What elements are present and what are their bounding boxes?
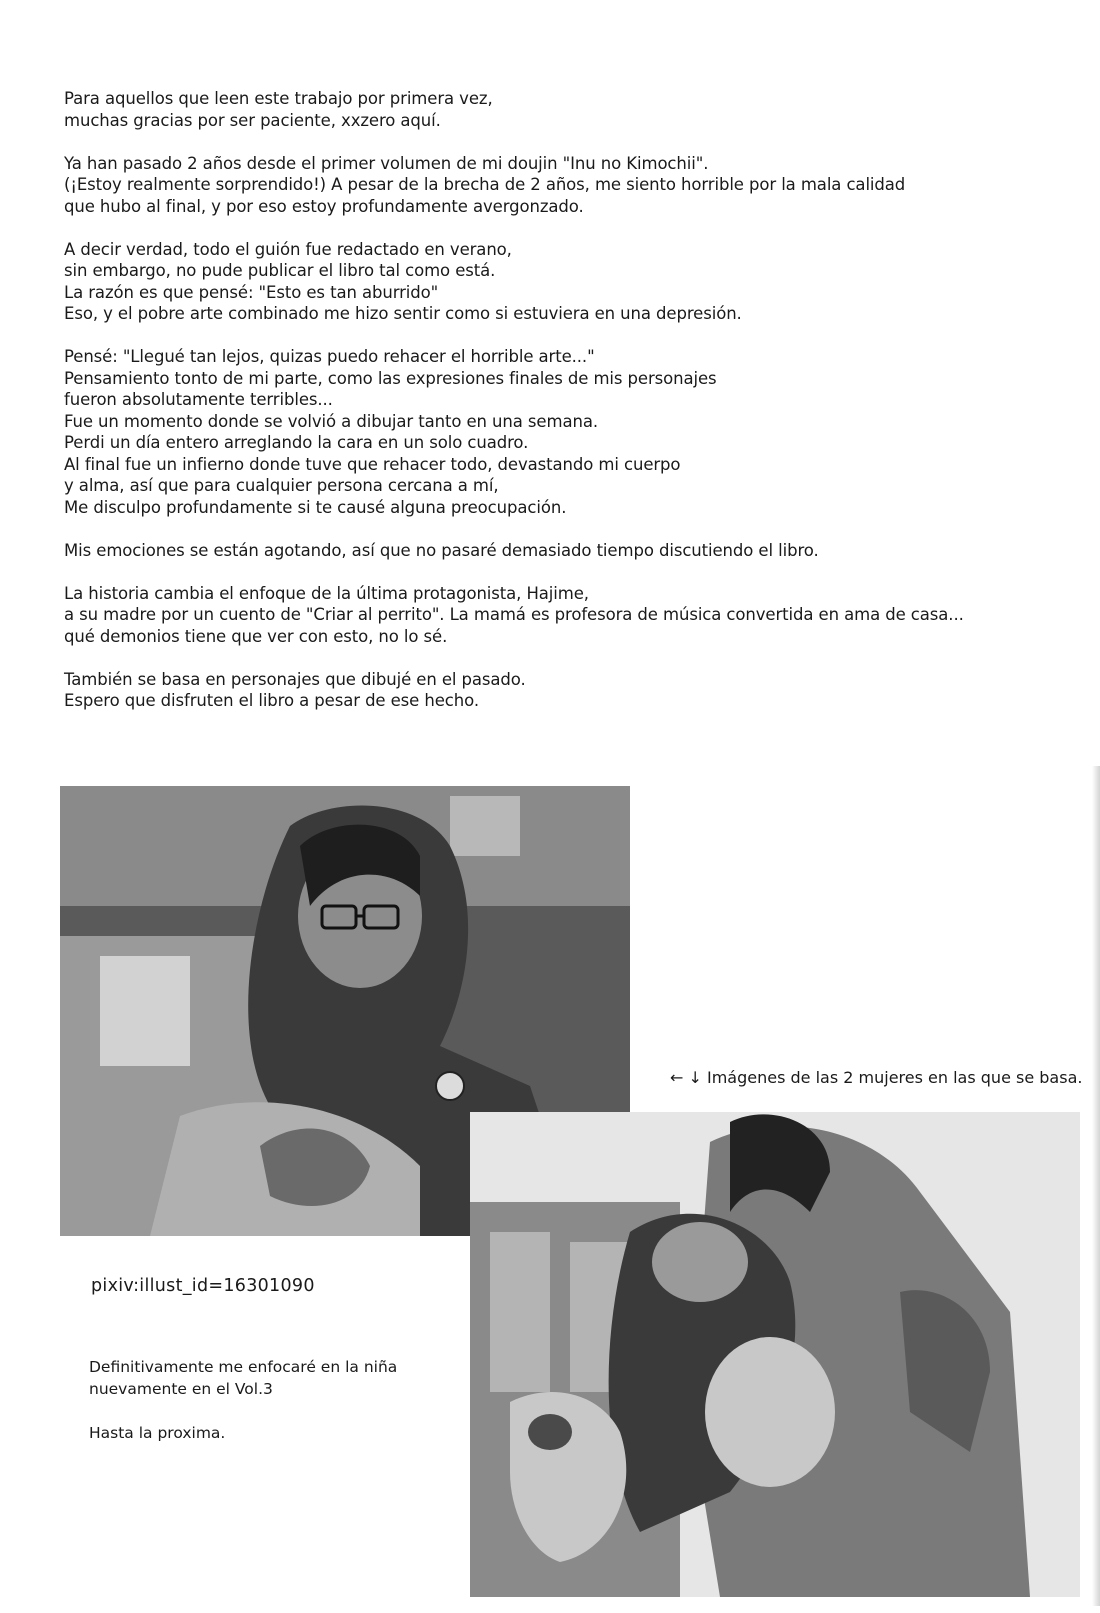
intro-line: Para aquellos que leen este trabajo por primera vez,: [64, 89, 493, 108]
closing-line: Hasta la proxima.: [89, 1424, 226, 1442]
illustrations-caption: ← ↓ Imágenes de las 2 mujeres en las que se basa.: [670, 1068, 1083, 1087]
intro-line: qué demonios tiene que ver con esto, no lo sé.: [64, 626, 448, 646]
intro-line: Mis emociones se están agotando, así que no pasaré demasiado tiempo discutiendo el libro.: [64, 540, 819, 560]
intro-line: a su madre por un cuento de "Criar al perrito". La mamá es profesora de música convertida en ama de casa...: [64, 605, 964, 624]
intro-paragraph: [64, 153, 1064, 218]
intro-paragraph: [64, 540, 1064, 562]
intro-line: (¡Estoy realmente sorprendido!) A pesar de la brecha de 2 años, me siento horrible por la mala calidad: [64, 175, 906, 194]
intro-line: Eso, y el pobre arte combinado me hizo sentir como si estuviera en una depresión.: [64, 304, 742, 323]
intro-paragraph: [64, 346, 1064, 518]
intro-paragraph: [64, 239, 1064, 325]
intro-paragraph: [64, 583, 1064, 648]
intro-line: La historia cambia el enfoque de la última protagonista, Hajime,: [64, 583, 589, 603]
intro-line: Ya han pasado 2 años desde el primer volumen de mi doujin "Inu no Kimochii".: [64, 153, 709, 173]
illustration-couple-with-dog: [470, 1112, 1080, 1597]
intro-paragraph: [64, 88, 1064, 131]
closing-paragraph: [89, 1422, 397, 1444]
intro-line: Fue un momento donde se volvió a dibujar tanto en una semana.: [64, 411, 598, 431]
closing-paragraph: [89, 1356, 397, 1400]
intro-line: Pensé: "Llegué tan lejos, quizas puedo rehacer el horrible arte...": [64, 347, 595, 366]
intro-line: Pensamiento tonto de mi parte, como las expresiones finales de mis personajes: [64, 368, 717, 388]
closing-note: [89, 1356, 397, 1466]
intro-line: fueron absolutamente terribles...: [64, 390, 333, 409]
intro-line: La razón es que pensé: "Esto es tan aburrido": [64, 282, 439, 302]
intro-line: Perdi un día entero arreglando la cara en un solo cuadro.: [64, 433, 529, 452]
page-edge-shadow: [1092, 766, 1100, 1606]
intro-line: y alma, así que para cualquier persona cercana a mí,: [64, 476, 499, 495]
intro-line: A decir verdad, todo el guión fue redactado en verano,: [64, 239, 512, 259]
intro-line: muchas gracias por ser paciente, xxzero aquí.: [64, 110, 441, 130]
intro-line: que hubo al final, y por eso estoy profundamente avergonzado.: [64, 196, 584, 216]
intro-line: Me disculpo profundamente si te causé alguna preocupación.: [64, 497, 567, 517]
intro-paragraph: [64, 669, 1064, 712]
intro-text: [64, 88, 1064, 733]
intro-line: Al final fue un infierno donde tuve que rehacer todo, devastando mi cuerpo: [64, 454, 681, 474]
closing-line: nuevamente en el Vol.3: [89, 1380, 273, 1398]
pixiv-illustration-id: pixiv:illust_id=16301090: [91, 1276, 315, 1296]
closing-line: Definitivamente me enfocaré en la niña: [89, 1358, 398, 1376]
intro-line: También se basa en personajes que dibujé en el pasado.: [64, 669, 526, 689]
intro-line: Espero que disfruten el libro a pesar de ese hecho.: [64, 691, 479, 710]
intro-line: sin embargo, no pude publicar el libro tal como está.: [64, 261, 496, 280]
